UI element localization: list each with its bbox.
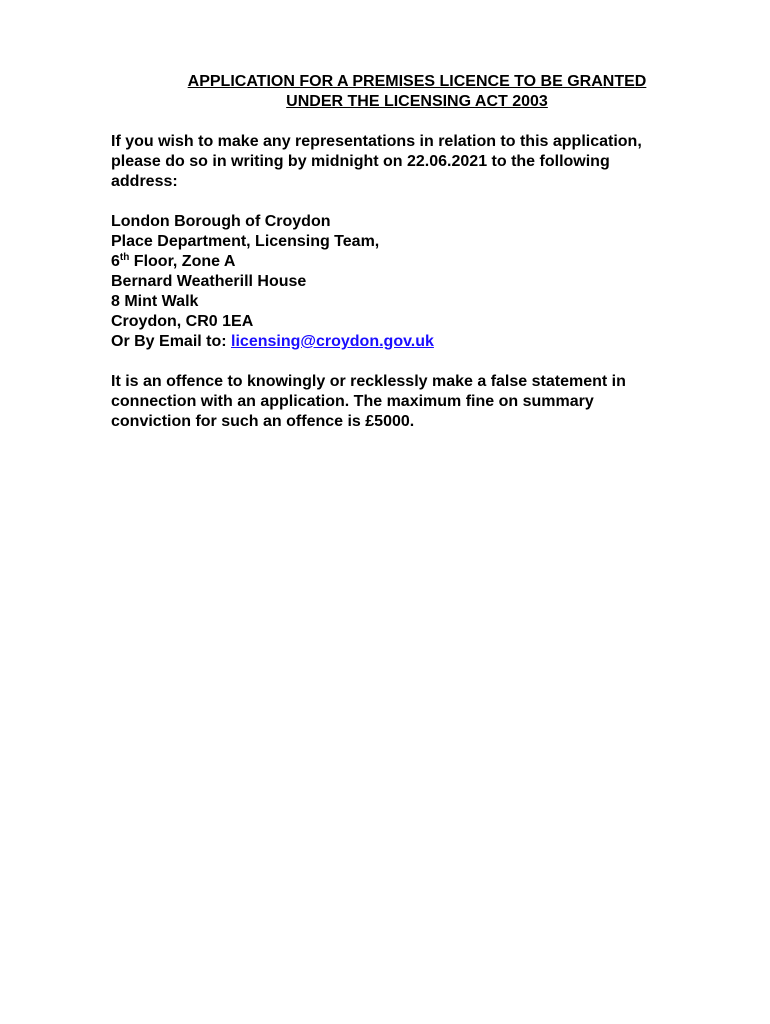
warning-paragraph [111, 372, 741, 432]
floor-rest: Floor, Zone A [129, 253, 236, 270]
title-line-2: UNDER THE LICENSING ACT 2003 [286, 93, 548, 110]
email-prefix: Or By Email to: [111, 333, 232, 350]
document-body [111, 132, 741, 452]
warning-line-2: connection with an application. The maximum fine on summary [111, 393, 594, 410]
email-link[interactable]: licensing@croydon.gov.uk [231, 333, 434, 350]
address-line-postcode: Croydon, CR0 1EA [111, 313, 254, 330]
address-line-email [111, 332, 741, 352]
floor-number: 6 [111, 253, 120, 270]
intro-line-1: If you wish to make any representations in relation to this application, [111, 133, 642, 150]
warning-line-1: It is an offence to knowingly or recklessly make a false statement in [111, 373, 626, 390]
intro-line-3: address: [111, 173, 178, 190]
intro-paragraph [111, 132, 741, 192]
address-line-council: London Borough of Croydon [111, 213, 331, 230]
address-line-floor [111, 252, 741, 272]
address-line-street: 8 Mint Walk [111, 293, 199, 310]
address-line-department: Place Department, Licensing Team, [111, 233, 380, 250]
address-line-building: Bernard Weatherill House [111, 273, 307, 290]
document-title [0, 72, 770, 112]
floor-ordinal-suffix: th [119, 252, 130, 263]
title-line-1: APPLICATION FOR A PREMISES LICENCE TO BE GRANTED [187, 73, 647, 90]
warning-line-3: conviction for such an offence is £5000. [111, 413, 415, 430]
intro-line-2: please do so in writing by midnight on 22.06.2021 to the following [111, 153, 610, 170]
address-block [111, 212, 741, 352]
